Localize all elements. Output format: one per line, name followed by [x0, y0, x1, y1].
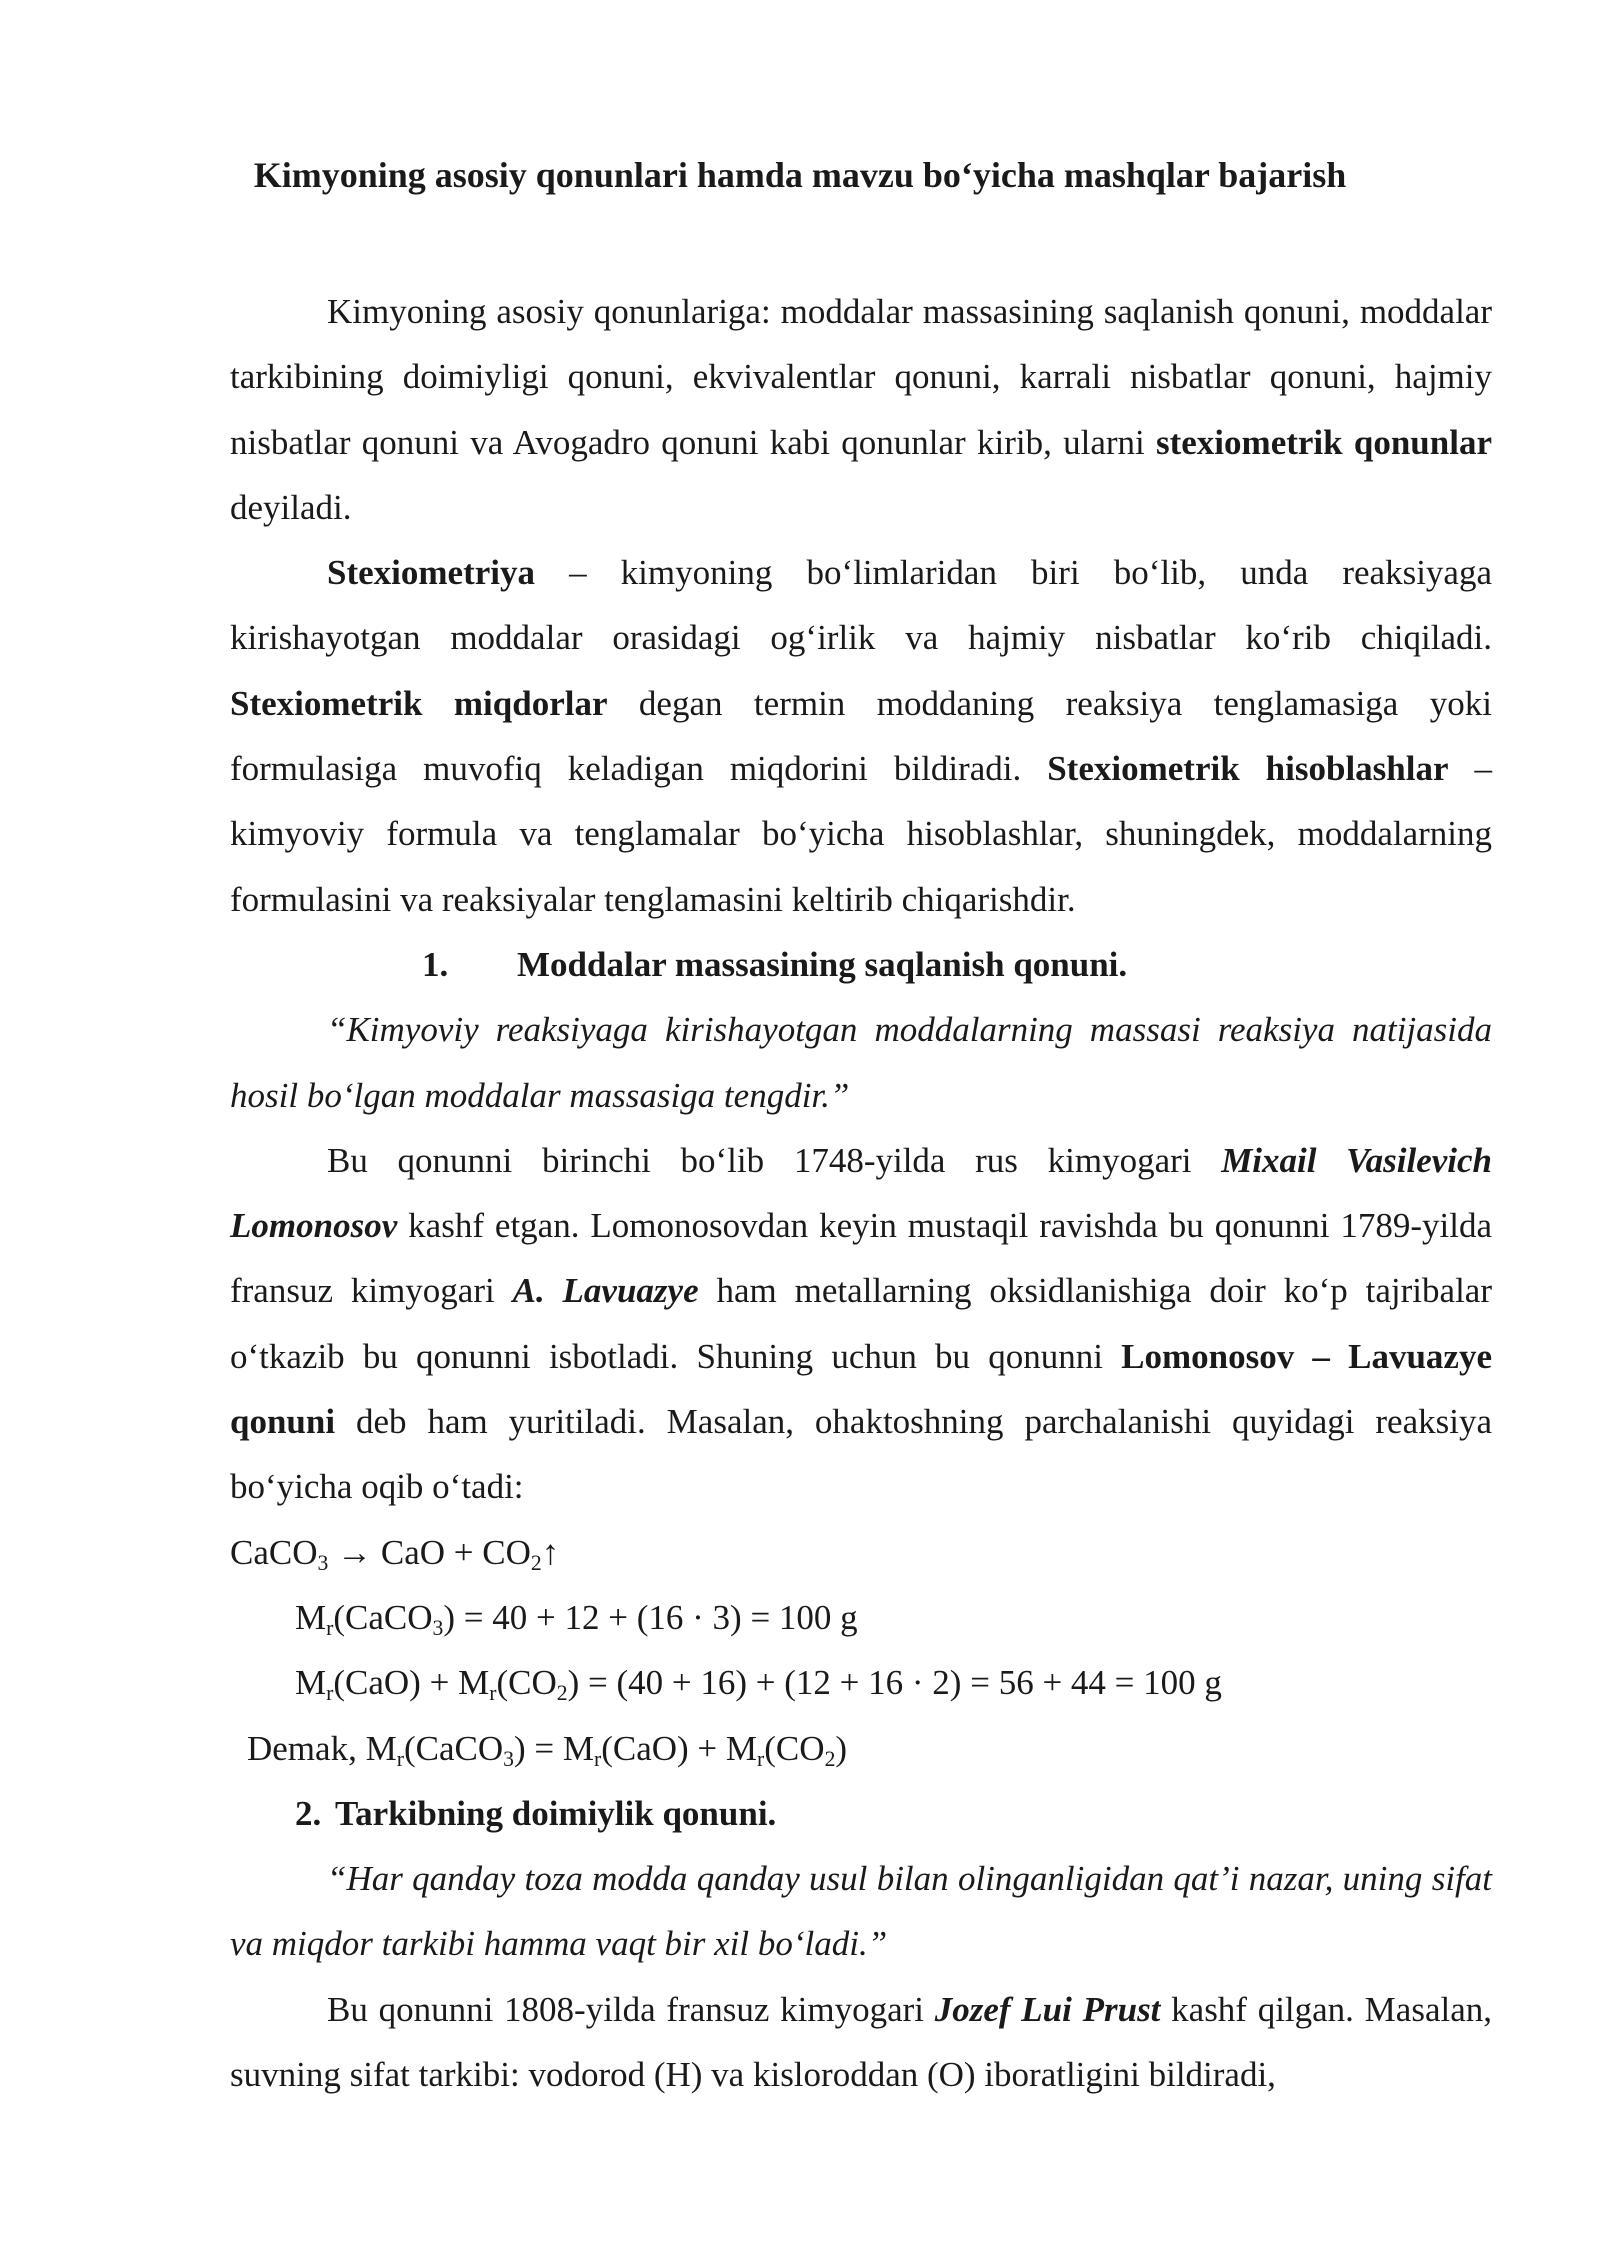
conclusion-equation	[230, 1716, 1492, 1781]
eq-text: (CO	[496, 1663, 557, 1703]
mr-symbol: M	[365, 1728, 397, 1768]
reaction-equation	[230, 1520, 1492, 1585]
name-prust: Jozef Lui Prust	[934, 1989, 1161, 2029]
intro-paragraph	[230, 279, 1492, 540]
law-name: Lomonosov – Lavuazye qonuni	[230, 1336, 1492, 1442]
s1-text-c: ham metallarning oksidlanishiga doir ko‘p tajribalar o‘tkazib bu qonunni isbotladi. Shuning uchun bu qonunni	[230, 1271, 1492, 1376]
section-1-heading	[230, 932, 1492, 997]
eq-sub-2: 2	[530, 1550, 542, 1575]
intro-bold-term: stexiometrik qonunlar	[1156, 422, 1492, 462]
eq-sub-2: 2	[556, 1681, 568, 1706]
mr-symbol: M	[295, 1663, 327, 1703]
mr-sub: r	[396, 1746, 404, 1771]
eq-sub-3: 3	[317, 1550, 329, 1575]
eq-text: (CaO) +	[333, 1663, 459, 1703]
s2-text-a: Bu qonunni 1808-yilda fransuz kimyogari	[327, 1989, 935, 2029]
molar-mass-caco3	[230, 1585, 1492, 1650]
eq-caco: CaCO	[230, 1532, 318, 1572]
s1-text-b: kashf etgan. Lomonosovdan keyin mustaqil ravishda bu qonunni 1789-yilda fransuz kimyogari	[230, 1206, 1492, 1311]
molar-mass-products	[230, 1650, 1492, 1715]
eq-sub-3: 3	[503, 1746, 514, 1771]
section-2-paragraph	[230, 1977, 1492, 2108]
mr-symbol: M	[725, 1728, 758, 1768]
name-lavuazye: A. Lavuazye	[512, 1271, 699, 1311]
s1-text-d: deb ham yuritiladi. Masalan, ohaktoshning parchalanishi quyidagi reaksiya bo‘yicha oqib o‘tadi:	[230, 1402, 1492, 1507]
eq-text: (CO	[764, 1728, 825, 1768]
eq-text: Demak,	[247, 1728, 366, 1768]
mr-sub: r	[326, 1681, 334, 1706]
mr-sub: r	[593, 1746, 602, 1771]
eq-text: (CaCO	[403, 1728, 504, 1768]
eq-text: ) =	[513, 1728, 563, 1768]
term-stexiometriya: Stexiometriya	[327, 553, 535, 593]
stoichiometry-paragraph	[230, 540, 1492, 932]
section-2-title: Tarkibning doimiylik qonuni.	[335, 1793, 777, 1833]
s2-text-b: kashf qilgan. Masalan, suvning sifat tarkibi: vodorod (H) va kisloroddan (O) iboratligini bildiradi,	[230, 1989, 1492, 2095]
eq-arrow-products: → CaO + CO	[328, 1532, 531, 1572]
intro-text: Kimyoning asosiy qonunlariga: moddalar massasining saqlanish qonuni, moddalar tarkibining doimiyligi qonuni, ekvivalentlar qonuni, karrali nisbatlar qonuni, hajmiy nisbatlar qonuni va Avogadro qonuni kabi qonunlar kirib, ularni	[230, 292, 1492, 462]
section-1-paragraph	[230, 1128, 1492, 1520]
eq-text: (CaO) +	[601, 1728, 726, 1768]
eq-text: (CaCO	[333, 1597, 433, 1637]
section-1-number: 1.	[422, 944, 449, 984]
section-1-quote-text: “Kimyoviy reaksiyaga kirishayotgan moddalarning massasi reaksiya natijasida hosil bo‘lgan moddalar massasiga tengdir.”	[230, 1010, 1492, 1115]
section-1-title: Moddalar massasining saqlanish qonuni.	[517, 944, 1128, 984]
term-stexiometrik-miqdorlar: Stexiometrik miqdorlar	[230, 683, 608, 723]
mr-sub: r	[489, 1681, 497, 1706]
document-body	[230, 279, 1492, 2107]
section-1-quote	[230, 997, 1492, 1128]
page-title: Kimyoning asosiy qonunlari hamda mavzu bo‘yicha mashqlar bajarish	[253, 155, 1347, 195]
section-2-heading	[230, 1781, 1492, 1846]
mr-symbol: M	[562, 1728, 594, 1768]
term-stexiometrik-hisoblashlar: Stexiometrik hisoblashlar	[1047, 749, 1449, 789]
eq-text: ) = 40 + 12 + (16 · 3) = 100 g	[443, 1597, 858, 1637]
stoich-text-2: degan termin moddaning reaksiya tenglamasiga yoki formulasiga muvofiq keladigan miqdorini bildiradi.	[230, 683, 1492, 789]
stoich-text-1: – kimyoning bo‘limlaridan biri bo‘lib, unda reaksiyaga kirishayotgan moddalar orasidagi og‘irlik va hajmiy nisbatlar ko‘rib chiqiladi.	[230, 553, 1492, 658]
s1-text-a: Bu qonunni birinchi bo‘lib 1748-yilda rus kimyogari	[327, 1140, 1222, 1180]
section-2-quote	[230, 1846, 1492, 1977]
section-2-number: 2.	[295, 1793, 322, 1833]
mr-symbol: M	[458, 1663, 490, 1703]
mr-symbol: M	[295, 1597, 327, 1637]
eq-sub-2: 2	[824, 1746, 836, 1771]
eq-text: )	[835, 1728, 848, 1768]
eq-text: ) = (40 + 16) + (12 + 16 · 2) = 56 + 44 = 100 g	[567, 1663, 1222, 1703]
intro-tail: deyiladi.	[230, 487, 352, 527]
eq-sub-3: 3	[432, 1616, 444, 1640]
name-lomonosov: Mixail Vasilevich Lomonosov	[230, 1140, 1493, 1246]
mr-sub: r	[326, 1616, 334, 1640]
gas-arrow-icon: ↑	[541, 1532, 560, 1572]
section-2-quote-text: “Har qanday toza modda qanday usul bilan olinganligidan qat’i nazar, uning sifat va miqdor tarkibi hamma vaqt bir xil bo‘ladi.”	[230, 1859, 1492, 1964]
stoich-text-3: – kimyoviy formula va tenglamalar bo‘yicha hisoblashlar, shuningdek, moddalarning formulasini va reaksiyalar tenglamasini keltirib chiqarishdir.	[230, 749, 1493, 919]
mr-sub: r	[757, 1746, 765, 1771]
